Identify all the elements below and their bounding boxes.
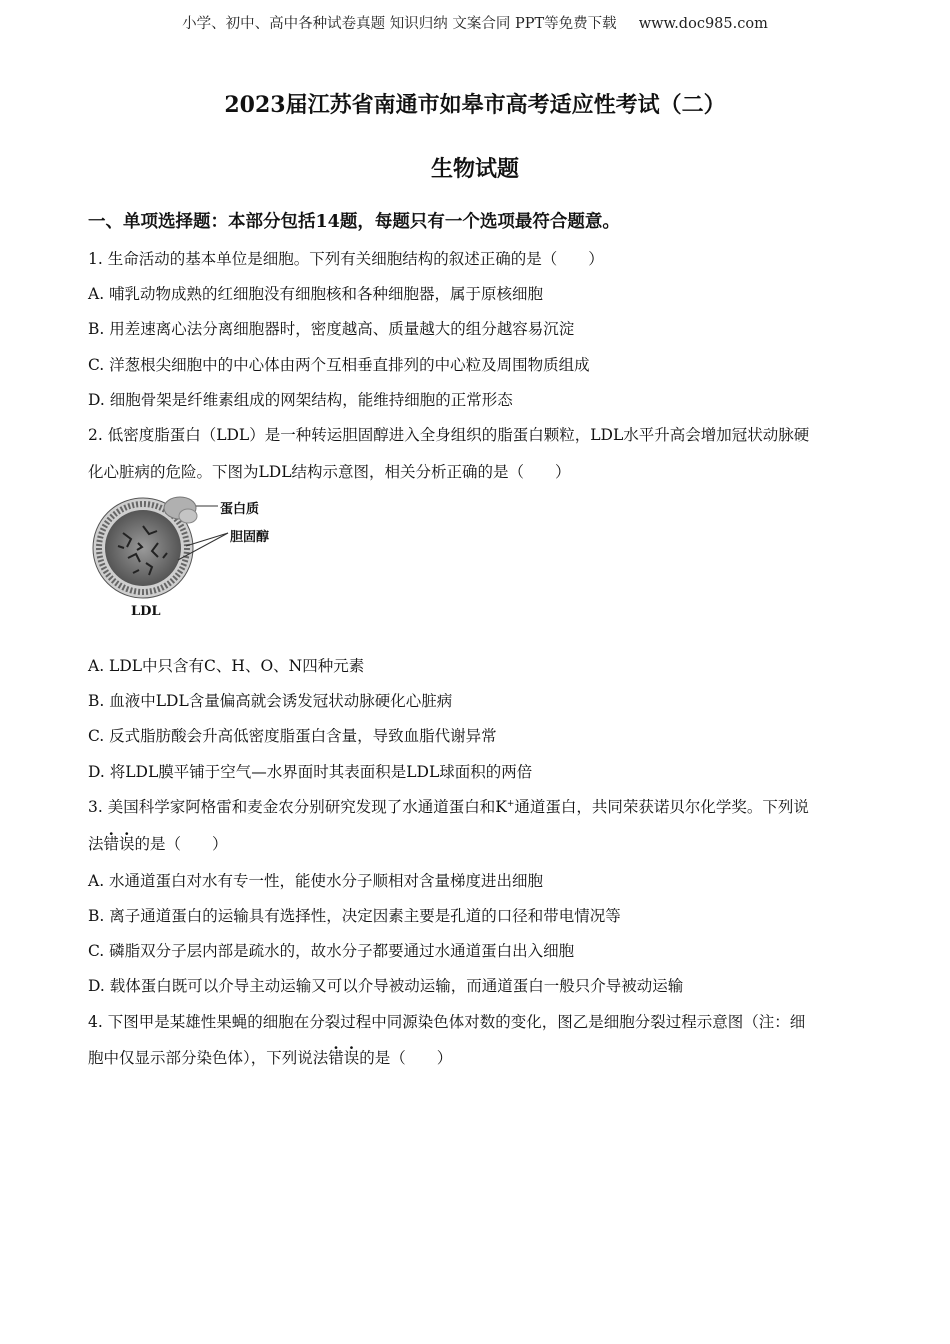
q4-stem-pre: 胞中仅显示部分染色体），下列说法 bbox=[88, 1049, 329, 1067]
emphasis-char-2: 误 bbox=[343, 1049, 360, 1067]
ldl-figure bbox=[88, 488, 288, 628]
q2-stem-line2: 化心脏病的危险。下图为LDL结构示意图，相关分析正确的是（ ） bbox=[88, 463, 571, 481]
q2-option-d: D. 将LDL膜平铺于空气—水界面时其表面积是LDL球面积的两倍 bbox=[88, 763, 533, 781]
q1-option-a: A. 哺乳动物成熟的红细胞没有细胞核和各种细胞器，属于原核细胞 bbox=[88, 285, 544, 303]
label-cholesterol: 胆固醇 bbox=[230, 530, 270, 545]
q2-option-a: A. LDL中只含有C、H、O、N四种元素 bbox=[88, 657, 365, 675]
q2-option-c: C. 反式脂肪酸会升高低密度脂蛋白含量，导致血脂代谢异常 bbox=[88, 727, 497, 745]
q3-option-d: D. 载体蛋白既可以介导主动运输又可以介导被动运输，而通道蛋白一般只介导被动运输 bbox=[88, 977, 684, 995]
q3-stem-pre: 法 bbox=[88, 835, 104, 853]
q4-stem-post: 的是（ ） bbox=[359, 1049, 453, 1067]
emphasis-char-2: 误 bbox=[119, 835, 135, 853]
q3-option-a: A. 水通道蛋白对水有专一性，能使水分子顺相对含量梯度进出细胞 bbox=[88, 872, 544, 890]
emphasis-char-1: 错 bbox=[103, 835, 120, 853]
page-header bbox=[0, 12, 950, 33]
q3-option-b: B. 离子通道蛋白的运输具有选择性，决定因素主要是孔道的口径和带电情况等 bbox=[88, 907, 621, 925]
exam-subtitle: 生物试题 bbox=[430, 156, 519, 182]
q4-stem-line1: 4. 下图甲是某雄性果蝇的细胞在分裂过程中同源染色体对数的变化，图乙是细胞分裂过程示意图（注：细 bbox=[88, 1013, 806, 1031]
q1-option-b: B. 用差速离心法分离细胞器时，密度越高、质量越大的组分越容易沉淀 bbox=[88, 320, 575, 338]
q3-option-c: C. 磷脂双分子层内部是疏水的，故水分子都要通过水通道蛋白出入细胞 bbox=[88, 942, 575, 960]
k-ion-superscript: + bbox=[506, 798, 515, 809]
q2-option-b: B. 血液中LDL含量偏高就会诱发冠状动脉硬化心脏病 bbox=[88, 692, 453, 710]
emphasis-char-1: 错 bbox=[328, 1049, 344, 1067]
q1-option-c: C. 洋葱根尖细胞中的中心体由两个互相垂直排列的中心粒及周围物质组成 bbox=[88, 356, 590, 374]
header-banner: 小学、初中、高中各种试卷真题 知识归纳 文案合同 PPT等免费下载 bbox=[182, 16, 617, 32]
q3-stem-line2 bbox=[88, 832, 228, 854]
ldl-particle bbox=[93, 497, 197, 598]
header-site-link[interactable]: www.doc985.com bbox=[638, 16, 768, 32]
q3-stem-part1: 3. 美国科学家阿格雷和麦金农分别研究发现了水通道蛋白和K bbox=[88, 798, 507, 816]
exam-title: 2023届江苏省南通市如皋市高考适应性考试（二） bbox=[224, 92, 726, 118]
figure-caption: LDL bbox=[131, 604, 161, 619]
section-heading: 一、单项选择题：本部分包括14题，每题只有一个选项最符合题意。 bbox=[88, 212, 620, 232]
q3-stem-line1 bbox=[88, 795, 809, 817]
q1-stem: 1. 生命活动的基本单位是细胞。下列有关细胞结构的叙述正确的是（ ） bbox=[88, 250, 604, 268]
q1-option-d: D. 细胞骨架是纤维素组成的网架结构，能维持细胞的正常形态 bbox=[88, 391, 513, 409]
q3-stem-post: 的是（ ） bbox=[134, 835, 228, 853]
label-protein: 蛋白质 bbox=[220, 502, 260, 517]
q4-stem-line2 bbox=[88, 1046, 452, 1068]
q3-stem-part2: 通道蛋白，共同荣获诺贝尔化学奖。下列说 bbox=[514, 798, 809, 816]
q2-stem-line1: 2. 低密度脂蛋白（LDL）是一种转运胆固醇进入全身组织的脂蛋白颗粒，LDL水平升高会增加冠状动脉硬 bbox=[88, 426, 810, 444]
